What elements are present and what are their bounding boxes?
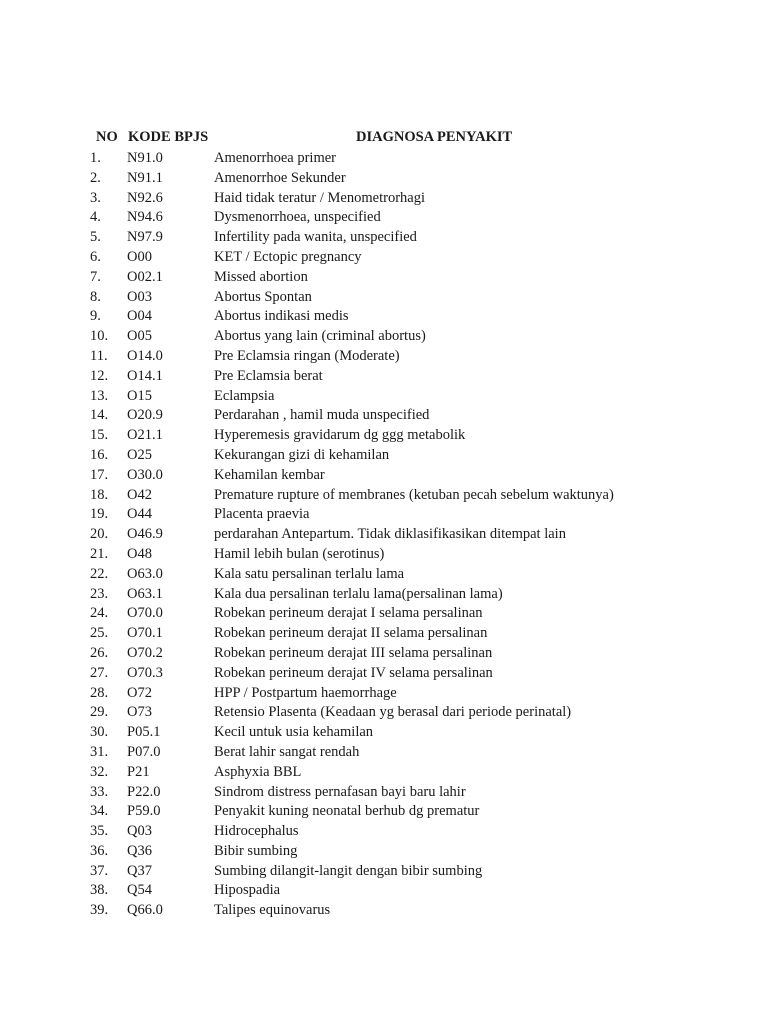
- table-row: [0, 802, 768, 822]
- row-number: 26.: [90, 644, 109, 661]
- row-diagnosa: Robekan perineum derajat IV selama persalinan: [214, 664, 493, 681]
- row-diagnosa: Pre Eclamsia ringan (Moderate): [214, 347, 400, 364]
- row-kode-bpjs: O63.1: [127, 585, 163, 602]
- row-number: 17.: [90, 466, 109, 483]
- row-diagnosa: Kekurangan gizi di kehamilan: [214, 446, 390, 463]
- row-kode-bpjs: P21: [127, 763, 150, 780]
- row-number: 24.: [90, 605, 109, 622]
- table-row: [0, 505, 768, 525]
- header-kode-bpjs: KODE BPJS: [128, 129, 209, 145]
- row-diagnosa: Hyperemesis gravidarum dg ggg metabolik: [214, 427, 466, 444]
- table-row: [0, 288, 768, 308]
- row-kode-bpjs: N91.0: [127, 150, 163, 166]
- row-number: 2.: [90, 169, 101, 186]
- row-number: 14.: [90, 407, 109, 424]
- row-diagnosa: Robekan perineum derajat I selama persalinan: [214, 605, 483, 622]
- row-number: 21.: [90, 545, 109, 562]
- table-row: [0, 327, 768, 347]
- row-kode-bpjs: Q54: [127, 882, 152, 899]
- row-number: 18.: [90, 486, 109, 503]
- row-number: 37.: [90, 862, 109, 879]
- row-kode-bpjs: O03: [127, 288, 152, 305]
- table-row: [0, 565, 768, 585]
- row-diagnosa: HPP / Postpartum haemorrhage: [214, 684, 397, 701]
- row-diagnosa: perdarahan Antepartum. Tidak diklasifikasikan ditempat lain: [214, 526, 566, 543]
- table-row: [0, 486, 768, 506]
- table-row: [0, 446, 768, 466]
- table-row: [0, 387, 768, 407]
- row-kode-bpjs: O46.9: [127, 526, 163, 543]
- diagnosis-table-body: [0, 149, 768, 921]
- row-number: 8.: [90, 288, 101, 305]
- row-diagnosa: Abortus yang lain (criminal abortus): [214, 328, 426, 345]
- row-diagnosa: KET / Ectopic pregnancy: [214, 248, 362, 265]
- row-number: 13.: [90, 387, 109, 404]
- row-number: 9.: [90, 308, 101, 325]
- row-kode-bpjs: O42: [127, 486, 152, 503]
- table-row: [0, 426, 768, 446]
- row-number: 32.: [90, 763, 109, 780]
- row-number: 4.: [90, 209, 101, 226]
- row-kode-bpjs: O63.0: [127, 565, 163, 582]
- row-kode-bpjs: P07.0: [127, 743, 161, 760]
- row-diagnosa: Abortus indikasi medis: [214, 308, 349, 325]
- row-diagnosa: Hipospadia: [214, 882, 281, 899]
- row-kode-bpjs: Q36: [127, 842, 152, 859]
- row-diagnosa: Kala dua persalinan terlalu lama(persalinan lama): [214, 585, 503, 602]
- header-diagnosa-penyakit: DIAGNOSA PENYAKIT: [356, 129, 513, 145]
- row-number: 28.: [90, 684, 109, 701]
- row-kode-bpjs: O04: [127, 308, 152, 325]
- row-diagnosa: Talipes equinovarus: [214, 902, 331, 919]
- row-kode-bpjs: O73: [127, 704, 152, 721]
- row-kode-bpjs: N97.9: [127, 229, 163, 246]
- row-kode-bpjs: O25: [127, 446, 152, 463]
- row-number: 6.: [90, 248, 101, 265]
- table-row: [0, 149, 768, 169]
- row-diagnosa: Dysmenorrhoea, unspecified: [214, 209, 381, 226]
- table-row: [0, 842, 768, 862]
- row-diagnosa: Amenorrhoea primer: [214, 150, 336, 166]
- row-kode-bpjs: O48: [127, 545, 152, 562]
- row-number: 31.: [90, 743, 109, 760]
- row-kode-bpjs: Q37: [127, 862, 152, 879]
- table-row: [0, 208, 768, 228]
- row-kode-bpjs: O70.2: [127, 644, 163, 661]
- row-diagnosa: Placenta praevia: [214, 506, 310, 523]
- row-diagnosa: Berat lahir sangat rendah: [214, 743, 360, 760]
- row-diagnosa: Asphyxia BBL: [214, 763, 302, 780]
- row-kode-bpjs: Q03: [127, 823, 152, 840]
- row-kode-bpjs: O70.0: [127, 605, 163, 622]
- row-diagnosa: Sindrom distress pernafasan bayi baru lahir: [214, 783, 466, 800]
- table-row: [0, 703, 768, 723]
- row-diagnosa: Infertility pada wanita, unspecified: [214, 229, 417, 246]
- table-row: [0, 466, 768, 486]
- row-diagnosa: Pre Eclamsia berat: [214, 367, 323, 384]
- row-kode-bpjs: O14.0: [127, 347, 163, 364]
- table-row: [0, 881, 768, 901]
- header-no: NO: [96, 129, 118, 145]
- row-number: 16.: [90, 446, 109, 463]
- row-diagnosa: Hidrocephalus: [214, 823, 299, 840]
- row-kode-bpjs: O72: [127, 684, 152, 701]
- row-diagnosa: Kecil untuk usia kehamilan: [214, 724, 374, 741]
- row-diagnosa: Robekan perineum derajat III selama persalinan: [214, 644, 493, 661]
- table-row: [0, 604, 768, 624]
- row-kode-bpjs: P59.0: [127, 803, 161, 820]
- row-diagnosa: Kehamilan kembar: [214, 466, 325, 483]
- row-number: 25.: [90, 625, 109, 642]
- table-row: [0, 406, 768, 426]
- table-row: [0, 723, 768, 743]
- table-row: [0, 248, 768, 268]
- row-number: 39.: [90, 902, 109, 919]
- table-row: [0, 367, 768, 387]
- row-diagnosa: Missed abortion: [214, 268, 308, 285]
- table-row: [0, 822, 768, 842]
- row-number: 7.: [90, 268, 101, 285]
- row-kode-bpjs: O21.1: [127, 427, 163, 444]
- row-diagnosa: Eclampsia: [214, 387, 275, 404]
- row-kode-bpjs: P22.0: [127, 783, 161, 800]
- table-header: [0, 129, 768, 149]
- table-row: [0, 644, 768, 664]
- table-row: [0, 664, 768, 684]
- row-kode-bpjs: O70.1: [127, 625, 163, 642]
- row-kode-bpjs: O14.1: [127, 367, 163, 384]
- row-diagnosa: Premature rupture of membranes (ketuban pecah sebelum waktunya): [214, 486, 614, 503]
- row-kode-bpjs: O05: [127, 328, 152, 345]
- row-kode-bpjs: O20.9: [127, 407, 163, 424]
- row-kode-bpjs: N92.6: [127, 189, 163, 206]
- row-kode-bpjs: O15: [127, 387, 152, 404]
- row-diagnosa: Hamil lebih bulan (serotinus): [214, 545, 385, 562]
- row-kode-bpjs: P05.1: [127, 724, 161, 741]
- row-diagnosa: Robekan perineum derajat II selama persalinan: [214, 625, 488, 642]
- table-row: [0, 525, 768, 545]
- row-diagnosa: Haid tidak teratur / Menometrorhagi: [214, 189, 425, 206]
- table-row: [0, 624, 768, 644]
- row-number: 34.: [90, 803, 109, 820]
- row-kode-bpjs: N91.1: [127, 169, 163, 186]
- row-number: 19.: [90, 506, 109, 523]
- row-number: 38.: [90, 882, 109, 899]
- table-row: [0, 347, 768, 367]
- row-number: 33.: [90, 783, 109, 800]
- row-number: 11.: [90, 347, 108, 364]
- row-diagnosa: Kala satu persalinan terlalu lama: [214, 565, 405, 582]
- row-kode-bpjs: O44: [127, 506, 152, 523]
- table-row: [0, 585, 768, 605]
- row-diagnosa: Bibir sumbing: [214, 842, 298, 859]
- row-kode-bpjs: O70.3: [127, 664, 163, 681]
- row-kode-bpjs: O02.1: [127, 268, 163, 285]
- table-row: [0, 189, 768, 209]
- row-kode-bpjs: Q66.0: [127, 902, 163, 919]
- row-number: 15.: [90, 427, 109, 444]
- table-row: [0, 862, 768, 882]
- row-number: 22.: [90, 565, 109, 582]
- table-row: [0, 545, 768, 565]
- row-diagnosa: Retensio Plasenta (Keadaan yg berasal dari periode perinatal): [214, 704, 572, 721]
- row-diagnosa: Sumbing dilangit-langit dengan bibir sumbing: [214, 862, 483, 879]
- row-number: 20.: [90, 526, 109, 543]
- row-number: 23.: [90, 585, 109, 602]
- row-number: 36.: [90, 842, 109, 859]
- row-diagnosa: Penyakit kuning neonatal berhub dg prematur: [214, 803, 480, 820]
- row-kode-bpjs: O00: [127, 248, 152, 265]
- row-diagnosa: Amenorrhoe Sekunder: [214, 169, 346, 186]
- table-row: [0, 684, 768, 704]
- table-row: [0, 169, 768, 189]
- row-number: 27.: [90, 664, 109, 681]
- row-kode-bpjs: N94.6: [127, 209, 163, 226]
- row-kode-bpjs: O30.0: [127, 466, 163, 483]
- table-row: [0, 763, 768, 783]
- table-row: [0, 901, 768, 921]
- row-number: 12.: [90, 367, 109, 384]
- table-row: [0, 228, 768, 248]
- table-row: [0, 268, 768, 288]
- row-number: 29.: [90, 704, 109, 721]
- row-number: 10.: [90, 328, 109, 345]
- row-diagnosa: Perdarahan , hamil muda unspecified: [214, 407, 430, 424]
- row-number: 30.: [90, 724, 109, 741]
- table-row: [0, 307, 768, 327]
- table-row: [0, 743, 768, 763]
- row-number: 35.: [90, 823, 109, 840]
- row-diagnosa: Abortus Spontan: [214, 288, 312, 305]
- row-number: 3.: [90, 189, 101, 206]
- row-number: 5.: [90, 229, 101, 246]
- row-number: 1.: [90, 150, 101, 166]
- table-row: [0, 783, 768, 803]
